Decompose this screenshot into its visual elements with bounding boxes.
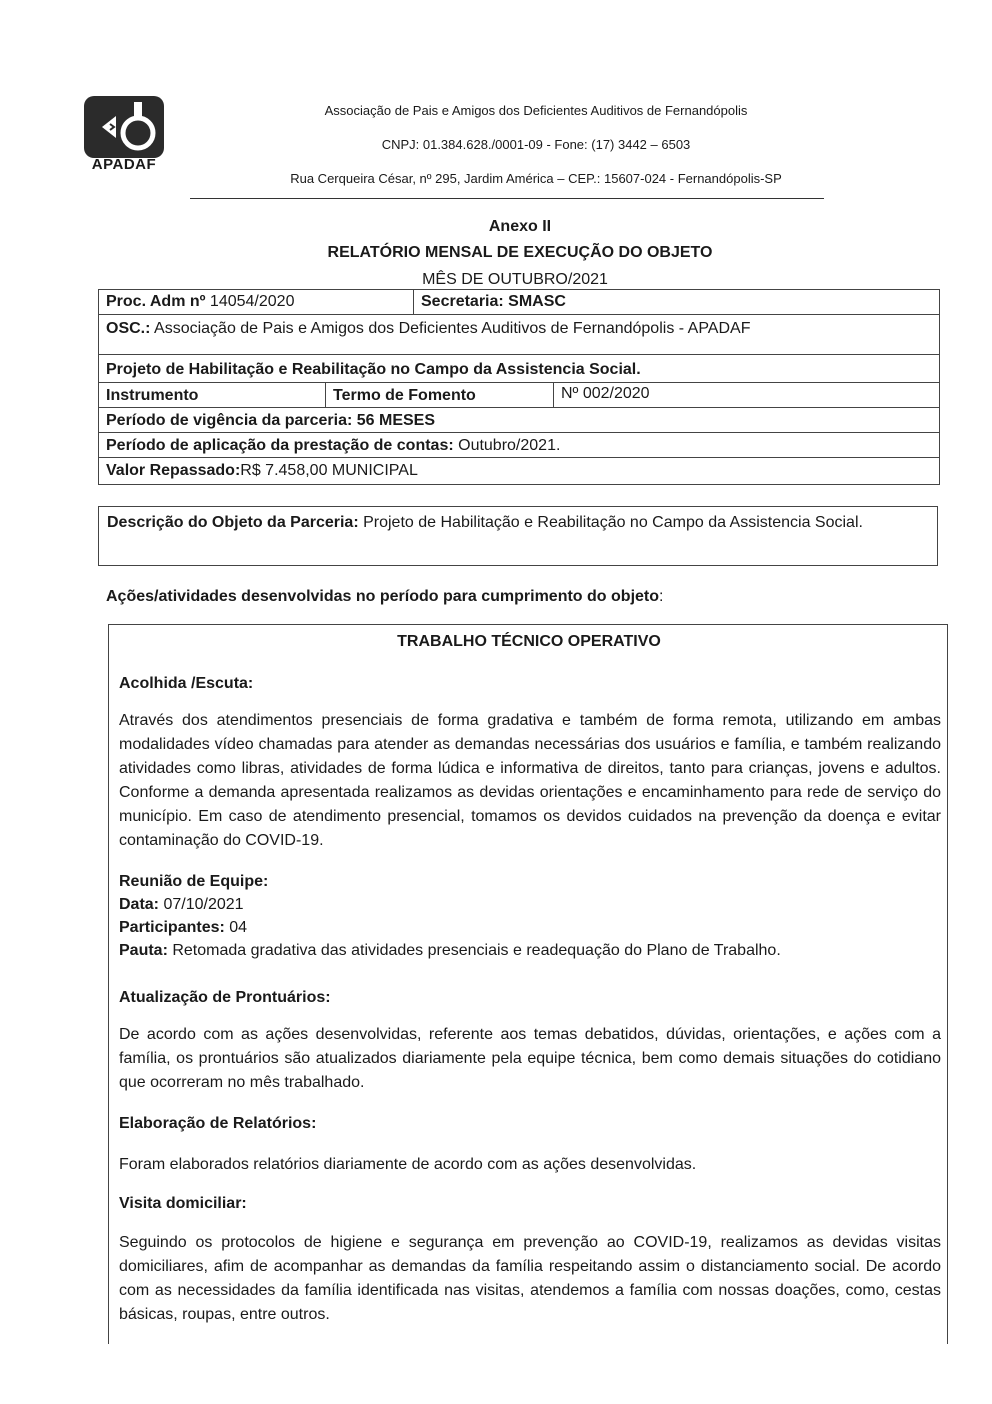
actions-heading-label: Ações/atividades desenvolvidas no período para cumprimento do objeto (106, 588, 660, 605)
reuniao-participantes (119, 919, 247, 937)
org-cnpj: CNPJ: 01.384.628./0001-09 - Fone: (17) 3442 – 6503 (381, 137, 691, 152)
participantes-label: Participantes: (119, 919, 225, 936)
aplicacao-cell (99, 433, 939, 457)
valor-cell (99, 458, 939, 484)
proc-cell (99, 290, 413, 314)
project-name: Projeto de Habilitação e Reabilitação no Campo da Assistencia Social. (106, 361, 641, 378)
letterhead-divider (190, 198, 824, 199)
visita-text: Seguindo os protocolos de higiene e segurança em prevenção ao COVID-19, realizamos as devidas visitas domiciliares, afim de acompanhar as demandas da família respeitando assim o distanciamento social. De acordo com as necessidades da família identificada nas visitas, atendemos a família com nossas doações, como, cestas básicas, roupas, entre outros. (119, 1234, 941, 1323)
technical-work-box (108, 624, 948, 1344)
aplicacao-value: Outubro/2021. (453, 437, 561, 454)
secretaria-value: SMASC (503, 293, 566, 310)
data-label: Data: (119, 896, 160, 913)
relatorios-text: Foram elaborados relatórios diariamente de acordo com as ações desenvolvidas. (119, 1156, 697, 1173)
visita-title: Visita domiciliar: (119, 1195, 247, 1212)
reuniao-title: Reunião de Equipe: (119, 873, 269, 890)
proc-value: 14054/2020 (205, 293, 295, 310)
actions-heading-colon: : (659, 588, 664, 605)
technical-work-title: TRABALHO TÉCNICO OPERATIVO (397, 633, 661, 650)
reuniao-data (119, 896, 244, 914)
description-label: Descrição do Objeto da Parceria: (107, 514, 359, 531)
info-row-aplicacao (99, 433, 939, 458)
valor-value: R$ 7.458,00 MUNICIPAL (240, 462, 418, 479)
info-row-vigencia (99, 408, 939, 433)
termo-cell (325, 383, 553, 407)
aplicacao-label: Período de aplicação da prestação de contas: (106, 437, 454, 454)
relatorios-title: Elaboração de Relatórios: (119, 1115, 317, 1132)
info-row-valor (99, 458, 939, 484)
vigencia-label: Período de vigência da parceria: (106, 412, 353, 429)
acolhida-title: Acolhida /Escuta: (119, 675, 254, 692)
object-description (98, 506, 938, 566)
proc-label: Proc. Adm nº (106, 293, 206, 310)
info-table (98, 289, 940, 485)
osc-label: OSC.: (106, 320, 151, 337)
project-cell (99, 355, 939, 382)
description-value: Projeto de Habilitação e Reabilitação no Campo da Assistencia Social. (358, 514, 863, 531)
report-month: MÊS DE OUTUBRO/2021 (422, 271, 608, 288)
secretaria-cell (413, 290, 939, 314)
secretaria-label: Secretaria: (421, 293, 504, 310)
participantes-value: 04 (224, 919, 248, 936)
info-row-osc (99, 315, 939, 355)
pauta-label: Pauta: (119, 942, 168, 959)
logo-text: APADAF (91, 156, 157, 173)
info-row-proc (99, 290, 939, 315)
osc-cell (99, 315, 939, 354)
annex-title: Anexo II (488, 218, 552, 235)
report-title: RELATÓRIO MENSAL DE EXECUÇÃO DO OBJETO (327, 244, 713, 261)
instrumento-label: Instrumento (106, 387, 199, 404)
acolhida-text: Através dos atendimentos presenciais de forma gradativa e também de forma remota, utilizando em ambas modalidades vídeo chamadas para atender as demandas necessárias dos usuários e família, e também realizando atividades como libras, atividades de forma lúdica e informativa de direitos, tanto para crianças, jovens e adultos. Conforme a demanda apresentada realizamos as devidas orientações e encaminhamento para rede de serviço do município. Em caso de atendimento presencial, tomamos os devidos cuidados na prevenção da doença e evitar contaminação do COVID-19. (119, 712, 941, 849)
valor-label: Valor Repassado: (106, 462, 241, 479)
actions-heading (106, 588, 663, 606)
prontuarios-title: Atualização de Prontuários: (119, 989, 331, 1006)
reuniao-pauta (119, 942, 781, 960)
vigencia-value: 56 MESES (352, 412, 436, 429)
org-address: Rua Cerqueira César, nº 295, Jardim América – CEP.: 15607-024 - Fernandópolis-SP (290, 171, 782, 186)
vigencia-cell (99, 408, 939, 432)
info-row-project (99, 355, 939, 383)
instrumento-cell (99, 383, 325, 407)
pauta-value: Retomada gradativa das atividades presenciais e readequação do Plano de Trabalho. (167, 942, 781, 959)
osc-value: Associação de Pais e Amigos dos Deficientes Auditivos de Fernandópolis - APADAF (150, 320, 751, 337)
info-row-instrument (99, 383, 939, 408)
numero-cell (553, 383, 939, 407)
data-value: 07/10/2021 (159, 896, 244, 913)
prontuarios-text: De acordo com as ações desenvolvidas, referente aos temas debatidos, dúvidas, orientações, e ações com a família, os prontuários são atualizados diariamente pela equipe técnica, bem como demais situações do cotidiano que ocorreram no mês trabalhado. (119, 1026, 941, 1091)
numero-value: Nº 002/2020 (561, 385, 650, 402)
org-name: Associação de Pais e Amigos dos Deficientes Auditivos de Fernandópolis (324, 103, 748, 118)
termo-label: Termo de Fomento (333, 387, 476, 404)
